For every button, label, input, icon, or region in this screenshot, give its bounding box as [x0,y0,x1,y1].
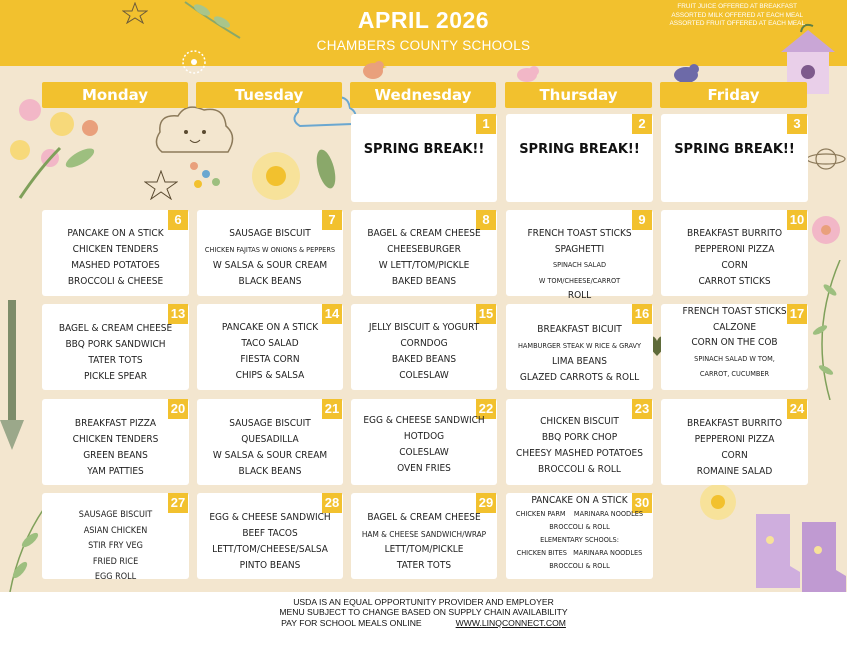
menu-item: COLESLAW [399,370,449,381]
menu-item: CORN [721,260,748,271]
menu-item: SPAGHETTI [554,243,605,255]
menu-item: BROCCOLI & CHEESE [67,276,164,287]
district-name: CHAMBERS COUNTY SCHOOLS [316,38,531,53]
menu-item: TATER TOTS [88,355,143,366]
day-cell [42,304,189,390]
menu-item: BAKED BEANS [391,354,457,365]
day-cell [42,210,189,296]
day-header-wednesday: Wednesday [350,82,496,108]
menu-item: SPINACH SALAD W TOM, [694,353,775,363]
menu-item: ELEMENTARY SCHOOLS: [540,535,619,544]
menu-items [664,304,805,382]
menu-item: CARROT, CUCUMBER [699,369,770,378]
menu-items [200,510,340,574]
menu-item: CHIPS & SALSA [235,370,305,381]
smiling-cloud-icon [150,100,240,160]
menu-items [354,413,494,477]
menu-item: CORN [721,450,748,461]
date-badge: 27 [168,493,188,513]
spring-break-label: SPRING BREAK!! [519,142,640,157]
menu-items [200,320,340,384]
date-badge: 13 [168,304,188,324]
menu-item: W TOM/CHEESE/CARROT [538,275,621,285]
menu-item: CHICKEN TENDERS [72,434,159,445]
day-cell [351,399,497,485]
menu-item: BEEF TACOS [242,528,298,539]
menu-item: BROCCOLI & ROLL [549,522,610,531]
menu-item: ASIAN CHICKEN [83,525,148,536]
date-badge: 14 [322,304,342,324]
menu-item: HAMBURGER STEAK W RICE & GRAVY [517,341,641,350]
menu-item: CORN ON THE COB [691,337,778,348]
menu-item: JELLY BISCUIT & YOGURT [368,322,480,333]
menu-item: CHICKEN BISCUIT [540,416,619,427]
menu-item: BAGEL & CREAM CHEESE [367,228,481,239]
menu-item: PANCAKE ON A STICK [221,322,319,333]
menu-item: W SALSA & SOUR CREAM [212,260,328,271]
menu-item: EGG & CHEESE SANDWICH [209,512,331,523]
menu-items [200,416,340,480]
menu-item: CHICKEN FAJITAS W ONIONS & PEPPERS [204,245,336,254]
menu-item: BLACK BEANS [238,276,302,287]
day-cell [351,210,497,296]
day-cell [506,304,653,390]
menu-item: FRENCH TOAST STICKS [527,228,632,239]
menu-item: HAM & CHEESE SANDWICH/WRAP [361,529,487,539]
menu-item: HOTDOG [403,431,445,442]
menu-item: FIESTA CORN [240,354,300,365]
menu-item: CARROT STICKS [698,276,771,287]
day-cell [351,493,497,579]
menu-item: BREAKFAST BURRITO [686,418,783,429]
menu-item: BAGEL & CREAM CHEESE [367,512,481,523]
raindrops-icon [186,158,226,194]
menu-item: GREEN BEANS [83,450,148,461]
menu-items [45,321,186,385]
menu-item: YAM PATTIES [87,466,144,477]
date-badge: 16 [632,304,652,324]
menu-item: PANCAKE ON A STICK [531,495,628,506]
date-badge: 8 [476,210,496,230]
date-badge: 6 [168,210,188,230]
planet-icon [806,142,846,176]
menu-item: EGG ROLL [94,572,137,582]
menu-item: MASHED POTATOES [71,260,160,271]
day-cell [506,493,653,579]
menu-item: BAGEL & CREAM CHEESE [58,323,173,334]
menu-items [354,320,494,384]
day-cell [506,114,653,202]
menu-items [509,322,650,386]
leaf-icon [314,146,338,192]
menu-item: BBQ PORK SANDWICH [65,339,166,350]
day-cell [506,399,653,485]
date-badge: 23 [632,399,652,419]
spring-break-label: SPRING BREAK!! [363,142,485,157]
date-badge: 10 [787,210,807,230]
menu-item: BBQ PORK CHOP [541,432,618,443]
note-line: FRUIT JUICE OFFERED AT BREAKFAST [677,3,798,10]
menu-item: W LETT/TOM/PICKLE [378,260,470,271]
day-cell [197,493,343,579]
date-badge: 20 [168,399,188,419]
date-badge: 7 [322,210,342,230]
menu-item: FRIED RICE [92,556,139,567]
bird-icon [358,56,388,82]
menu-items [45,508,186,586]
menu-items [354,510,494,574]
menu-item: SPINACH SALAD [552,260,607,269]
date-badge: 30 [632,493,652,513]
menu-items [45,416,186,480]
note-line: ASSORTED MILK OFFERED AT EACH MEAL [671,11,804,19]
menu-item: PEPPERONI PIZZA [694,244,775,255]
menu-item: BREAKFAST PIZZA [74,418,157,429]
menu-item: ROLL [567,290,592,301]
menu-item: COLESLAW [399,447,449,458]
day-header-friday: Friday [660,82,807,108]
linqconnect-link[interactable]: WWW.LINQCONNECT.COM [455,617,566,628]
menu-item: TATER TOTS [396,560,452,571]
meal-notes [669,3,805,29]
menu-item: CHEESY MASHED POTATOES [516,448,643,459]
menu-item: SAUSAGE BISCUIT [229,418,311,429]
day-cell [661,210,808,296]
usda-statement: USDA IS AN EQUAL OPPORTUNITY PROVIDER AND EMPLOYER [293,597,554,607]
menu-item: PEPPERONI PIZZA [694,434,775,445]
menu-item: LIMA BEANS [552,356,607,367]
menu-item: SAUSAGE BISCUIT [78,510,153,520]
menu-item: ROMAINE SALAD [696,466,773,477]
menu-item: EGG & CHEESE SANDWICH [363,415,485,426]
menu-item: CALZONE [712,321,757,333]
date-badge: 28 [322,493,342,513]
menu-item: BROCCOLI & ROLL [538,464,621,475]
menu-items [509,494,650,572]
month-title: APRIL 2026 [357,7,490,33]
menu-item: W SALSA & SOUR CREAM [212,450,328,461]
menu-item: LETT/TOM/PICKLE [384,544,464,555]
day-cell [197,210,343,296]
day-header-monday: Monday [42,82,188,108]
menu-item: PICKLE SPEAR [83,371,148,382]
menu-item: CORNDOG [400,338,448,349]
date-badge: 17 [787,304,807,324]
date-badge: 15 [476,304,496,324]
menu-item: GLAZED CARROTS & ROLL [519,372,640,383]
date-badge: 2 [632,114,652,134]
day-cell [506,210,653,301]
menu-item: CHICKEN PARM MARINARA NOODLES [515,509,644,518]
menu-items [198,226,342,290]
menu-items [509,226,650,304]
bird-icon [512,62,542,84]
day-cell [197,399,343,485]
day-cell [661,399,808,485]
menu-item: LETT/TOM/CHEESE/SALSA [212,544,328,555]
supply-chain-notice: MENU SUBJECT TO CHANGE BASED ON SUPPLY CHAIN AVAILABILITY [279,607,568,618]
flower-icon [806,210,846,250]
day-header-tuesday: Tuesday [196,82,342,108]
footer [0,597,847,628]
star-icon [144,170,178,200]
spring-break-label: SPRING BREAK!! [674,142,795,157]
date-badge: 29 [476,493,496,513]
menu-item: FRENCH TOAST STICKS [682,306,787,317]
rain-boots-icon [750,510,847,592]
menu-item: BLACK BEANS [238,466,302,477]
menu-item: STIR FRY VEG [88,541,143,551]
menu-item: BROCCOLI & ROLL [549,561,610,570]
menu-item: BREAKFAST BICUIT [537,324,622,335]
day-cell [661,114,808,202]
day-cell [661,304,808,390]
menu-item: BAKED BEANS [391,276,457,287]
menu-item: SAUSAGE BISCUIT [229,228,311,239]
menu-item: CHICKEN BITES MARINARA NOODLES [516,548,643,557]
menu-item: OVEN FRIES [397,463,451,474]
pay-online-line [0,618,847,628]
day-cell [197,304,343,390]
day-cell [351,304,497,390]
menu-items [45,226,186,290]
date-badge: 3 [787,114,807,134]
menu-item: BREAKFAST BURRITO [686,228,783,239]
day-cell [351,114,497,202]
date-badge: 21 [322,399,342,419]
day-cell [42,493,189,582]
menu-items [509,414,650,478]
menu-item: PINTO BEANS [239,560,301,571]
menu-item: CHEESEBURGER [387,244,461,255]
menu-item: CHICKEN TENDERS [72,244,159,255]
garden-tool-icon [0,300,44,450]
note-line: ASSORTED FRUIT OFFERED AT EACH MEAL [669,20,805,28]
date-badge: 22 [476,399,496,419]
pay-online-text: PAY FOR SCHOOL MEALS ONLINE [281,617,422,628]
menu-items [664,226,805,290]
flower-icon [236,146,316,210]
menu-items [354,226,494,290]
date-badge: 9 [632,210,652,230]
date-badge: 1 [476,114,496,134]
day-cell [42,399,189,485]
menu-item: PANCAKE ON A STICK [67,228,164,239]
day-header-thursday: Thursday [505,82,652,108]
menu-item: TACO SALAD [241,338,299,349]
menu-item: QUESADILLA [241,434,299,445]
date-badge: 24 [787,399,807,419]
menu-items [664,416,805,480]
